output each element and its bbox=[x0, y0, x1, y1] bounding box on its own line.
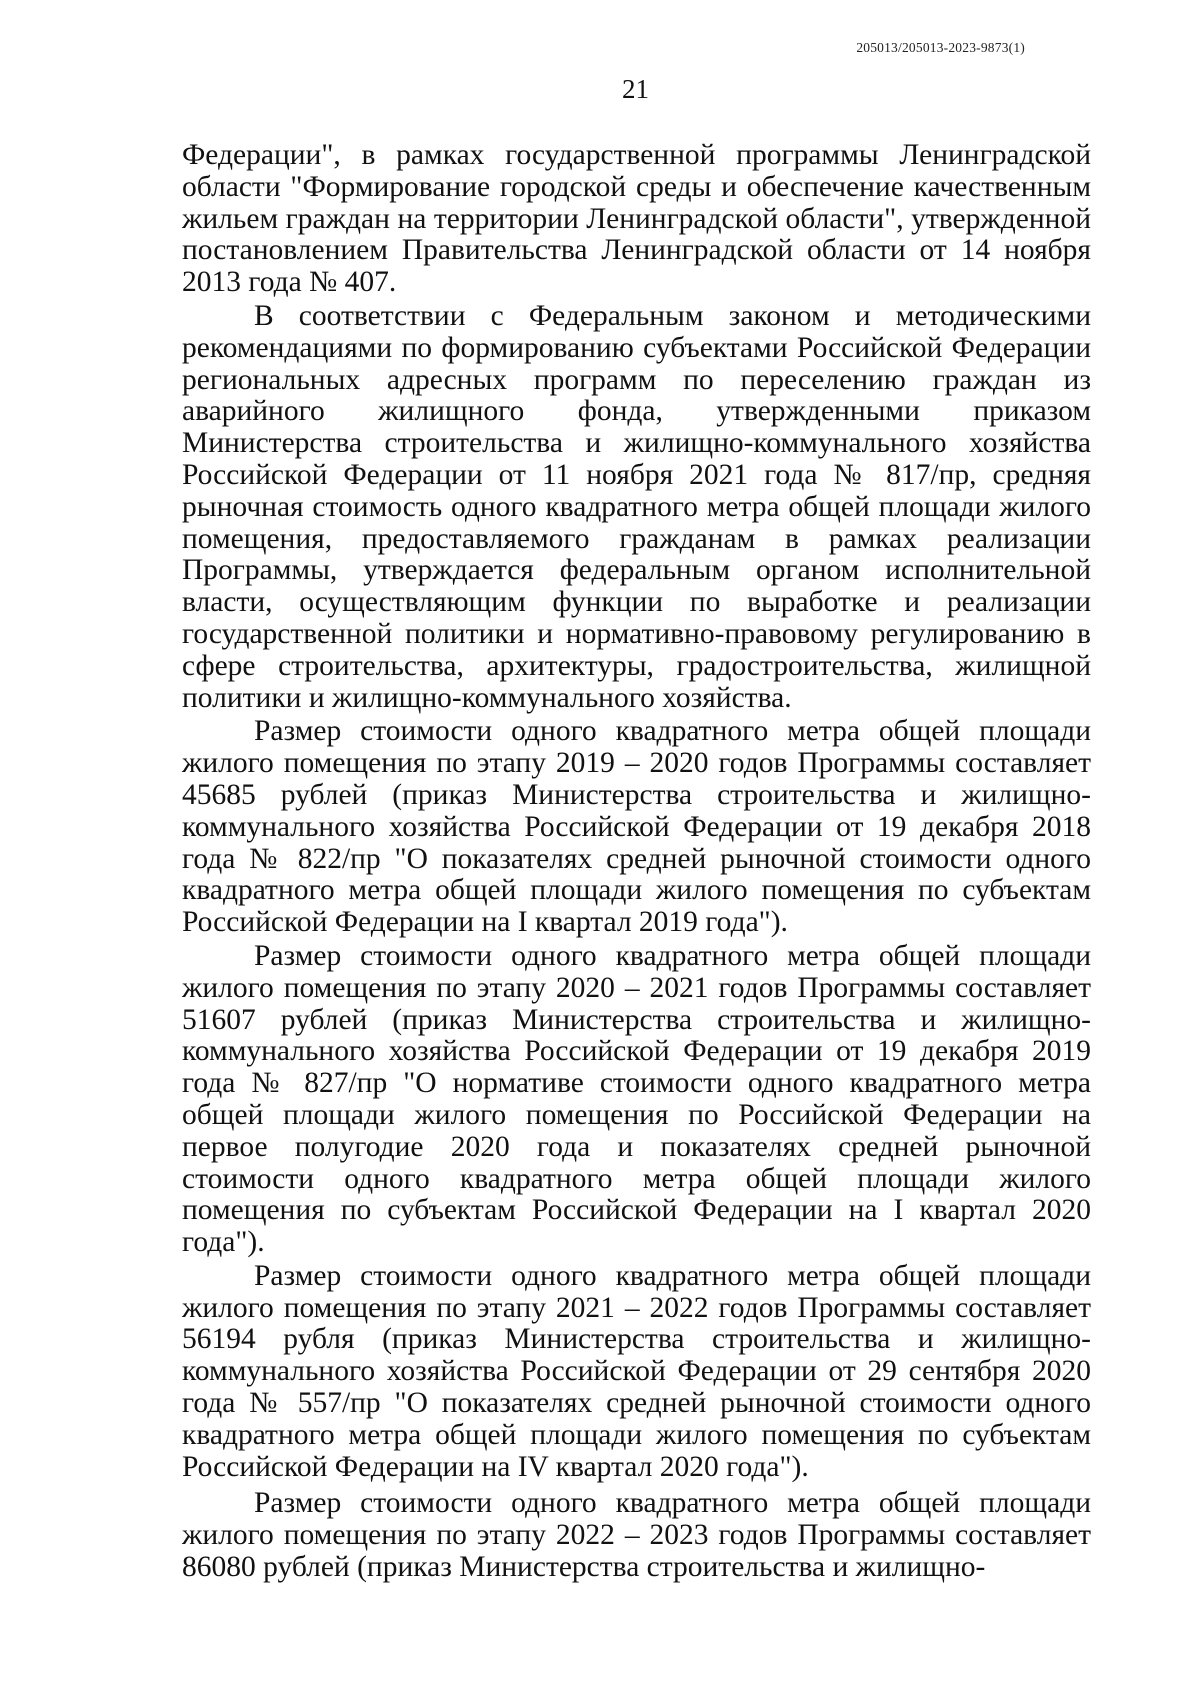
paragraph-cost-2020-2021: Размер стоимости одного квадратного метра общей площади жилого помещения по этапу 2020 – 2021 годов Программы составляет 51607 рублей (приказ Министерства строительства и жилищно-коммунального хозяйства Российской Федерации от 19 декабря 2019 года № 827/пр "О нормативе стоимости одного квадратного метра общей площади жилого помещения по Российской Федерации на первое полугодие 2020 года и показателях средней рыночной стоимости одного квадратного метра общей площади жилого помещения по субъектам Российской Федерации на I квартал 2020 года"). bbox=[182, 939, 1091, 1259]
document-registration-number: 205013/205013-2023-9873(1) bbox=[856, 40, 1025, 55]
paragraph-continuation: Федерации", в рамках государственной программы Ленинградской области "Формирование городской среды и обеспечение качественным жильем граждан на территории Ленинградской области", утвержденной постановлением Правительства Ленинградской области от 14 ноября 2013 года № 407. bbox=[182, 139, 1091, 299]
paragraph-cost-2019-2020: Размер стоимости одного квадратного метра общей площади жилого помещения по этапу 2019 – 2020 годов Программы составляет 45685 рублей (приказ Министерства строительства и жилищно-коммунального хозяйства Российской Федерации от 19 декабря 2018 года № 822/пр "О показателях средней рыночной стоимости одного квадратного метра общей площади жилого помещения по субъектам Российской Федерации на I квартал 2019 года"). bbox=[182, 715, 1091, 939]
paragraph-federal-law: В соответствии с Федеральным законом и методическими рекомендациями по формированию субъектами Российской Федерации региональных адресных программ по переселению граждан из аварийного жилищного фонда, утвержденными приказом Министерства строительства и жилищно-коммунального хозяйства Российской Федерации от 11 ноября 2021 года № 817/пр, средняя рыночная стоимость одного квадратного метра общей площади жилого помещения, предоставляемого гражданам в рамках реализации Программы, утверждается федеральным органом исполнительной власти, осуществляющим функции по выработке и реализации государственной политики и нормативно-правовому регулированию в сфере строительства, архитектуры, градостроительства, жилищной политики и жилищно-коммунального хозяйства. bbox=[182, 299, 1091, 714]
paragraph-cost-2022-2023: Размер стоимости одного квадратного метра общей площади жилого помещения по этапу 2022 – 2023 годов Программы составляет 86080 рублей (приказ Министерства строительства и жилищно- bbox=[182, 1487, 1091, 1584]
document-body bbox=[182, 140, 1091, 1584]
paragraph-cost-2021-2022: Размер стоимости одного квадратного метра общей площади жилого помещения по этапу 2021 – 2022 годов Программы составляет 56194 рубля (приказ Министерства строительства и жилищно-коммунального хозяйства Российской Федерации от 29 сентября 2020 года № 557/пр "О показателях средней рыночной стоимости одного квадратного метра общей площади жилого помещения по субъектам Российской Федерации на IV квартал 2020 года"). bbox=[182, 1259, 1091, 1483]
page-number: 21 bbox=[622, 74, 649, 104]
